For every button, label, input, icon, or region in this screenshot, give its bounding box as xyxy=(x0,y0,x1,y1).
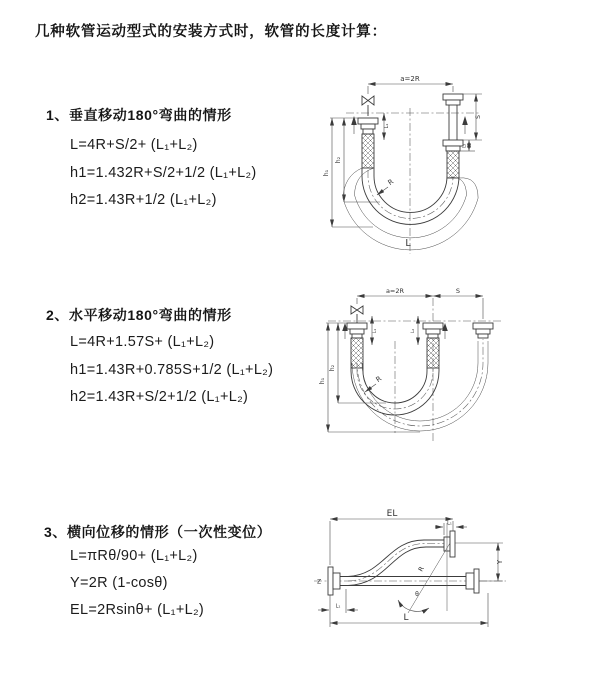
dim-label-h2: h₂ xyxy=(329,364,336,372)
dim-label-l2: L₂ xyxy=(411,328,416,334)
dim-label-h1: h₁ xyxy=(319,377,326,385)
dim-label-l2: L₂ xyxy=(462,143,468,149)
braided-hose-section xyxy=(447,151,459,178)
dim-label-s: S xyxy=(455,287,461,295)
dim-label-l1-bottom: L₁ xyxy=(335,603,341,610)
hose-u-bend xyxy=(351,339,488,431)
section-1-formula-h2: h2=1.43R+1/2 (L₁+L₂) xyxy=(70,192,217,208)
dim-label-a2r: a=2R xyxy=(400,75,420,83)
section-2-formula-h2: h2=1.43R+S/2+1/2 (L₁+L₂) xyxy=(70,389,249,405)
left-pipe-assembly xyxy=(358,118,378,168)
section-1-heading: 1、垂直移动180°弯曲的情形 xyxy=(46,107,232,123)
dim-label-s: S xyxy=(475,115,482,119)
left-pipe-assembly xyxy=(347,323,367,368)
page-title: 几种软管运动型式的安装方式时，软管的长度计算： xyxy=(35,24,387,40)
right-pipe-assembly xyxy=(473,323,493,338)
diagram-vertical-180-bend xyxy=(318,68,590,260)
braided-hose-section xyxy=(362,134,374,168)
radius-reference-line xyxy=(408,543,450,613)
dim-label-h1: h₁ xyxy=(323,169,330,177)
angle-label-theta: θ xyxy=(415,591,419,598)
valve-icon xyxy=(351,306,363,323)
left-flange xyxy=(328,567,340,595)
section-2-heading: 2、水平移动180°弯曲的情形 xyxy=(46,307,232,323)
section-2-formula-h1: h1=1.43R+0.785S+1/2 (L₁+L₂) xyxy=(70,362,274,378)
dim-label-l: L xyxy=(403,613,409,623)
dim-label-h2: h₂ xyxy=(335,156,342,164)
centerline-symbol: Z xyxy=(316,578,322,586)
dim-label-l1: L₁ xyxy=(373,328,378,334)
dim-label-el: EL xyxy=(386,509,398,519)
dim-label-l1-top: L₁ xyxy=(447,520,452,527)
section-3-heading: 3、横向位移的情形（一次性变位） xyxy=(44,524,272,540)
angle-arc xyxy=(398,600,429,611)
section-2-formula-L: L=4R+1.57S+ (L₁+L₂) xyxy=(70,334,215,350)
diagram-horizontal-180-bend xyxy=(316,283,592,467)
braided-hose-section xyxy=(427,338,439,368)
right-pipe-assembly xyxy=(443,94,463,178)
dim-label-y: Y xyxy=(496,559,504,565)
section-1-formula-h1: h1=1.432R+S/2+1/2 (L₁+L₂) xyxy=(70,165,257,181)
dim-label-l1: L₁ xyxy=(384,123,390,129)
middle-pipe-assembly xyxy=(423,323,443,368)
length-label-l: L xyxy=(405,238,411,249)
radius-label-r: R xyxy=(374,374,384,385)
diagram-lateral-displacement xyxy=(306,503,596,658)
section-1-formula-L: L=4R+S/2+ (L₁+L₂) xyxy=(70,137,198,153)
section-3-formula-Y: Y=2R (1-cosθ) xyxy=(70,575,168,591)
radius-label-r: R xyxy=(416,565,426,573)
section-3-formula-EL: EL=2Rsinθ+ (L₁+L₂) xyxy=(70,602,205,618)
hose-s-curve xyxy=(348,540,444,586)
section-3-formula-L: L=πRθ/90+ (L₁+L₂) xyxy=(70,548,198,564)
dim-label-a2r: a=2R xyxy=(385,287,405,295)
right-flange-original xyxy=(466,569,479,593)
radius-label-r: R xyxy=(386,177,396,188)
